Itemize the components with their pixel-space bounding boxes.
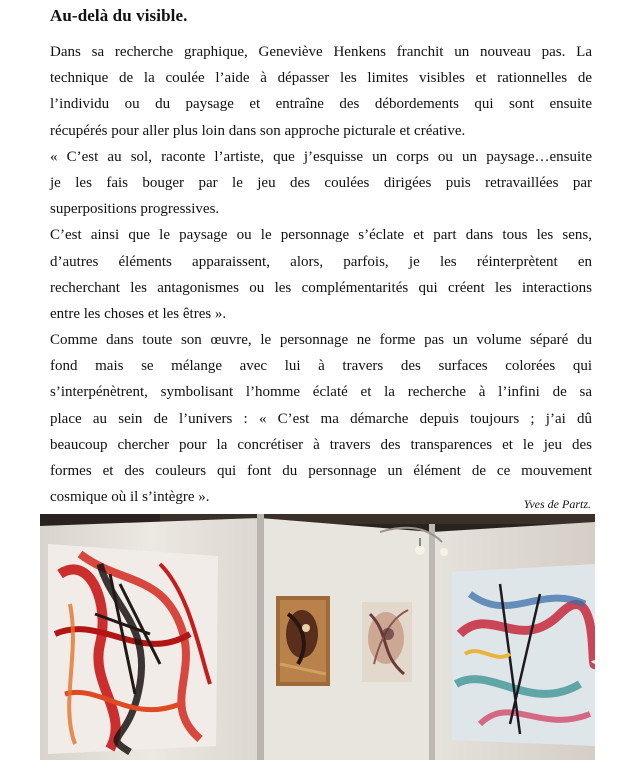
- article-body: [50, 39, 592, 510]
- exhibition-photo-image: [40, 514, 595, 760]
- article-line: superpositions progressives.: [50, 201, 220, 218]
- article-line: s’interpénètrent, symbolisant l’homme éclaté et la recherche à l’infini de sa: [50, 384, 592, 401]
- article-line: Comme dans toute son œuvre, le personnage ne forme pas un volume séparé du: [50, 332, 592, 349]
- painting-abstract-small: [362, 602, 412, 682]
- article-line: l’individu ou du paysage et entraîne des débordements qui sont ensuite: [50, 96, 592, 113]
- article-line: place au sein de l’univers : « C’est ma démarche depuis toujours ; j’ai dû: [50, 410, 592, 427]
- article-line: fond mais se mélange avec lui à travers des surfaces colorées qui: [50, 358, 592, 375]
- article-line: « C’est au sol, raconte l’artiste, que j’esquisse un corps ou un paysage…ensuite: [50, 148, 592, 165]
- article-line: formes et des couleurs qui font du personnage un élément de ce mouvement: [50, 463, 592, 479]
- painting-colorful-large: [452, 564, 595, 746]
- article-title: Au-delà du visible.: [50, 6, 188, 25]
- article-line: je les fais bouger par le jeu des coulées dirigées puis retravaillées par: [50, 174, 592, 191]
- author-signature: Yves de Partz.: [523, 497, 591, 511]
- article-line: cosmique où il s’intègre ».: [50, 489, 210, 506]
- article-line: Dans sa recherche graphique, Geneviève Henkens franchit un nouveau pas. La: [50, 44, 592, 60]
- article-line: entre les choses et les êtres ».: [50, 305, 227, 322]
- article-line: technique de la coulée l’aide à dépasser les limites visibles et rationnelles de: [50, 70, 592, 87]
- spotlight: [415, 545, 425, 555]
- pole-left: [257, 514, 264, 760]
- exhibition-photo: [40, 514, 595, 760]
- article-line: récupérés pour aller plus loin dans son approche picturale et créative.: [50, 122, 466, 139]
- painting-portrait: [276, 596, 330, 686]
- article-line: recherchant les antagonismes ou les complémentarités qui créent les interactions: [50, 279, 592, 296]
- article-line: beaucoup chercher pour la concrétiser à travers des transparences et le jeu des: [50, 436, 592, 453]
- painting-red-figure: [48, 544, 218, 754]
- article-line: C’est ainsi que le paysage ou le personnage s’éclate et part dans tous les sens,: [50, 227, 592, 244]
- article-line: d’autres éléments apparaissent, alors, parfois, je les réinterprètent en: [50, 253, 592, 270]
- pole-right: [429, 524, 435, 760]
